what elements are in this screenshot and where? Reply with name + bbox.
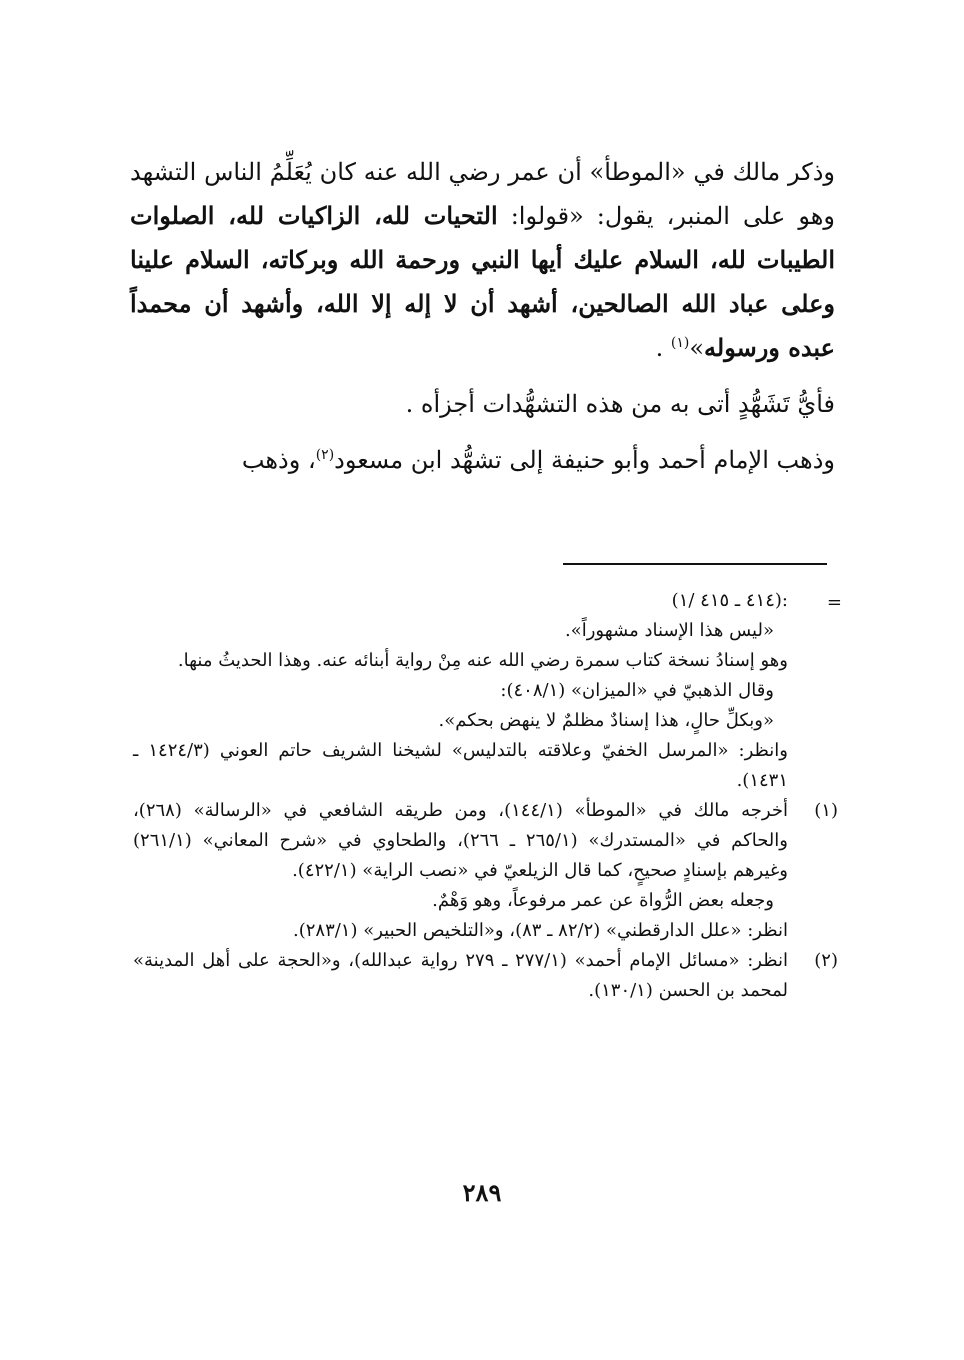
p3-end: ، وذهب bbox=[241, 446, 316, 474]
footnote-1 bbox=[133, 796, 838, 946]
main-paragraph-1 bbox=[130, 150, 835, 370]
page-number: ٢٨٩ bbox=[462, 1178, 502, 1207]
p1-end: . bbox=[655, 334, 671, 362]
main-paragraph-3 bbox=[130, 438, 835, 482]
footnote-ref-1[interactable]: (١) bbox=[670, 335, 690, 351]
footnote-ref-2[interactable]: (٢) bbox=[315, 447, 335, 463]
footnote-cont-line: وهو إسنادُ نسخة كتاب سمرة رضي الله عنه مِنْ رواية أبنائه عنه. وهذا الحديثُ منها. bbox=[177, 650, 788, 671]
p1-intro: وذكر مالك في «الموطأ» أن عمر رضي الله عنه كان يُعَلِّمُ الناس التشهد وهو على المنبر، يقول: «قولوا: bbox=[130, 158, 836, 230]
footnote-cont-line: :(٤١٤ ـ ٤١٥ /١) bbox=[671, 590, 788, 611]
main-text bbox=[130, 150, 835, 482]
footnotes bbox=[133, 586, 838, 1006]
p1-tashahhud-bold: التحيات لله، الزاكيات لله، الصلوات الطيبات لله، السلام عليك أيها النبي ورحمة الله وبركاته، السلام علينا وعلى عباد الله الصالحين، أشهد أن لا إله إلا الله، وأشهد أن محمداً عبده ورسوله bbox=[130, 201, 835, 362]
p1-close-quote: » bbox=[689, 334, 705, 362]
footnote-1-text: أخرجه مالك في «الموطأ» (١٤٤/١)، ومن طريقه الشافعي في «الرسالة» (٢٦٨)، والحاكم في «المستدرك» (٢٦٥/١ ـ ٢٦٦)، والطحاوي في «شرح المعاني» (٢٦١/١) وغيرهم بإسنادٍ صحيحٍ، كما قال الزيلعيّ في «نصب الراية» (٤٢٢/١). bbox=[133, 800, 788, 881]
footnote-2-text: انظر: «مسائل الإمام أحمد» (٢٧٧/١ ـ ٢٧٩ رواية عبدالله)، و«الحجة على أهل المدينة» لمحمد بن الحسن (١٣٠/١). bbox=[133, 950, 788, 1001]
footnote-cont-line: «ليس هذا الإسناد مشهوراً». bbox=[565, 620, 774, 641]
footnote-1-number: (١) bbox=[814, 800, 838, 821]
footnote-1-extra: انظر: «علل الدارقطني» (٨٢/٢ ـ ٨٣)، و«التلخيص الحبير» (٢٨٣/١). bbox=[292, 920, 788, 941]
footnote-2 bbox=[133, 946, 838, 1006]
footnote-cont-line: وانظر: «المرسل الخفيّ وعلاقته بالتدليس» لشيخنا الشريف حاتم العوني (١٤٢٤/٣ ـ ١٤٣١). bbox=[133, 740, 789, 791]
p3-text: وذهب الإمام أحمد وأبو حنيفة إلى تشهُّد ابن مسعود bbox=[334, 446, 835, 474]
main-paragraph-2: فأيُّ تَشَهُّدٍ أتى به من هذه التشهُّدات أجزأه . bbox=[405, 390, 835, 418]
footnote-cont-line: «وبكلِّ حالٍ، هذا إسنادٌ مظلمٌ لا ينهض بحكم». bbox=[438, 710, 774, 731]
footnote-2-number: (٢) bbox=[814, 950, 838, 971]
continuation-mark: = bbox=[826, 592, 842, 613]
footnote-separator bbox=[563, 563, 827, 565]
footnote-1-extra: وجعله بعض الرُّواة عن عمر مرفوعاً، وهو وَهْمٌ. bbox=[432, 890, 774, 911]
footnote-cont-line: وقال الذهبيّ في «الميزان» (٤٠٨/١): bbox=[500, 680, 774, 701]
